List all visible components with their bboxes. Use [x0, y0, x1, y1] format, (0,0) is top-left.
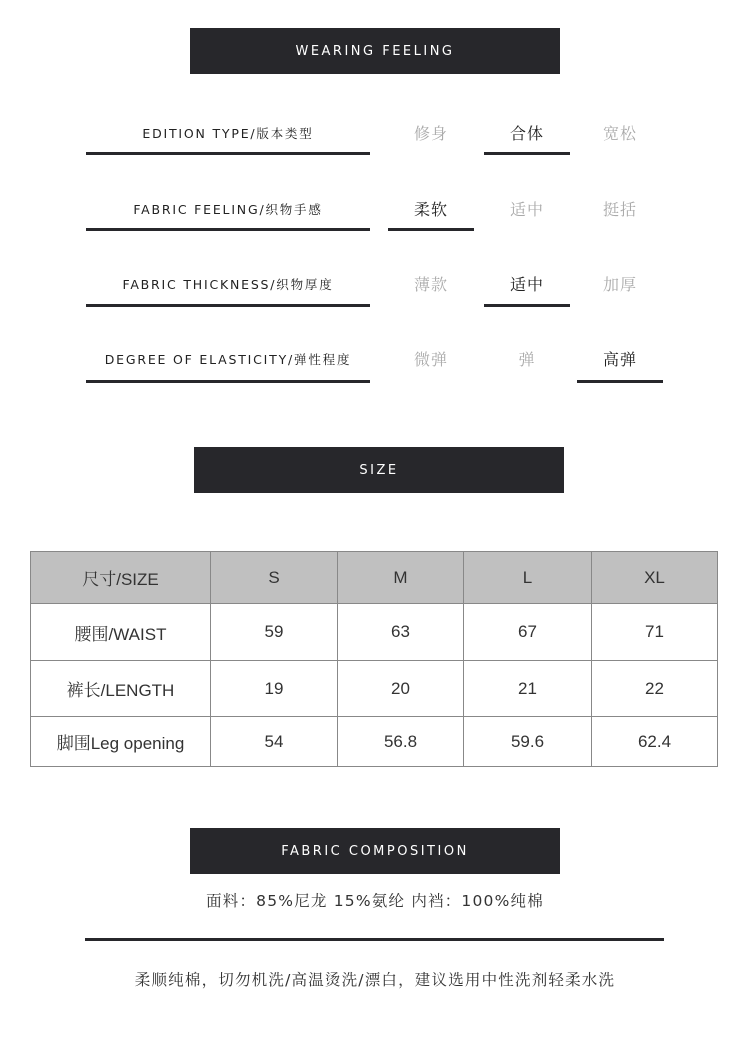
feeling-option: 微弹 — [413, 350, 448, 369]
feeling-row-label: DEGREE OF ELASTICITY/弹性程度 — [104, 352, 352, 367]
divider — [85, 938, 664, 941]
feeling-option: 柔软 — [413, 200, 448, 219]
feeling-option: 高弹 — [602, 350, 637, 369]
header-cell: XL — [592, 552, 718, 604]
feeling-row-label: EDITION TYPE/版本类型 — [142, 126, 314, 141]
cell: 71 — [592, 604, 718, 661]
header-cell: M — [338, 552, 464, 604]
table-row — [31, 604, 718, 661]
feeling-option: 弹 — [518, 350, 536, 369]
cell: 63 — [338, 604, 464, 661]
cell: 20 — [338, 661, 464, 717]
feeling-option: 适中 — [509, 275, 544, 294]
row-underline — [86, 228, 370, 231]
feeling-row-label: FABRIC FEELING/织物手感 — [133, 202, 323, 217]
selected-option-underline — [577, 380, 663, 383]
fabric-composition-banner: FABRIC COMPOSITION — [190, 828, 560, 874]
row-underline — [86, 304, 370, 307]
feeling-option: 薄款 — [413, 275, 448, 294]
feeling-row-label: FABRIC THICKNESS/织物厚度 — [122, 277, 334, 292]
table-header-row — [31, 552, 718, 604]
cell: 59.6 — [464, 717, 592, 767]
header-cell: L — [464, 552, 592, 604]
cell: 19 — [211, 661, 338, 717]
cell: 21 — [464, 661, 592, 717]
cell: 22 — [592, 661, 718, 717]
table-row — [31, 717, 718, 767]
feeling-option: 宽松 — [602, 124, 637, 143]
feeling-option: 合体 — [509, 124, 544, 143]
row-underline — [86, 380, 370, 383]
row-label: 脚围Leg opening — [31, 717, 211, 767]
selected-option-underline — [484, 304, 570, 307]
feeling-option: 适中 — [509, 200, 544, 219]
wearing-feeling-banner: WEARING FEELING — [190, 28, 560, 74]
selected-option-underline — [388, 228, 474, 231]
size-table — [30, 551, 718, 767]
row-label: 腰围/WAIST — [31, 604, 211, 661]
selected-option-underline — [484, 152, 570, 155]
cell: 62.4 — [592, 717, 718, 767]
table-row — [31, 661, 718, 717]
feeling-option: 挺括 — [602, 200, 637, 219]
cell: 54 — [211, 717, 338, 767]
cell: 59 — [211, 604, 338, 661]
row-label: 裤长/LENGTH — [31, 661, 211, 717]
row-underline — [86, 152, 370, 155]
feeling-option: 修身 — [413, 124, 448, 143]
care-instructions: 柔顺纯棉，切勿机洗/高温烫洗/漂白，建议选用中性洗剂轻柔水洗 — [134, 971, 616, 989]
cell: 67 — [464, 604, 592, 661]
feeling-option: 加厚 — [602, 275, 637, 294]
fabric-composition-text: 面料：85%尼龙 15%氨纶 内裆：100%纯棉 — [206, 892, 544, 910]
size-banner: SIZE — [194, 447, 564, 493]
header-cell: 尺寸/SIZE — [31, 552, 211, 604]
cell: 56.8 — [338, 717, 464, 767]
header-cell: S — [211, 552, 338, 604]
